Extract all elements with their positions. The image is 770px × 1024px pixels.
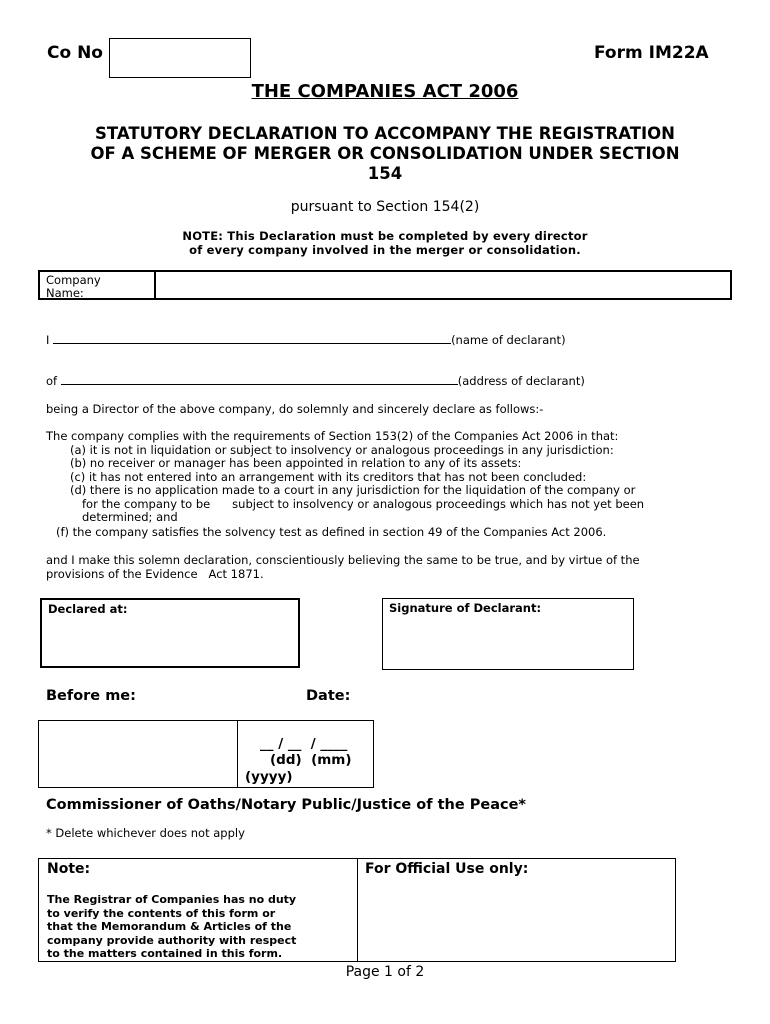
- co-no-input-box[interactable]: [109, 38, 251, 78]
- director-note: [0, 229, 770, 257]
- registrar-note-line-2: to verify the contents of this form or: [47, 906, 276, 920]
- table-divider: [237, 721, 238, 787]
- date-yyyy: (yyyy): [245, 769, 293, 785]
- complies-item-d-cont-2: determined; and: [82, 510, 178, 524]
- registrar-note-line-4: company provide authority with respect: [47, 933, 297, 947]
- official-use-table: [38, 858, 676, 962]
- registrar-note-heading: Note:: [47, 861, 91, 877]
- main-title: [40, 124, 730, 184]
- registrar-note-line-5: to the matters contained in this form.: [47, 947, 283, 960]
- complies-item-d-cont-1: for the company to be subject to insolvency or analogous proceedings which has not yet been: [82, 496, 645, 511]
- registrar-note-line-1: The Registrar of Companies has no duty: [47, 893, 297, 906]
- company-name-label: [40, 272, 156, 298]
- complies-item-f: (f) the company satisfies the solvency test as defined in section 49 of the Companies Act 2006.: [56, 525, 607, 539]
- date-blanks[interactable]: __ / __ / ____: [260, 736, 348, 752]
- page-number: Page 1 of 2: [345, 964, 425, 980]
- complies-item-a: (a) it is not in liquidation or subject to insolvency or analogous proceedings in any jurisdiction:: [70, 442, 614, 457]
- declarant-address-field[interactable]: [61, 374, 458, 385]
- declarant-address-line: [46, 374, 585, 388]
- solemn-line-1: and I make this solemn declaration, conscientiously believing the same to be true, and by virtue of the: [46, 553, 640, 567]
- date-label: Date:: [306, 688, 351, 704]
- delete-note: * Delete whichever does not apply: [46, 826, 245, 840]
- company-name-table: [38, 270, 732, 300]
- registrar-note-line-3: that the Memorandum & Articles of the: [47, 920, 292, 933]
- main-title-line-1: STATUTORY DECLARATION TO ACCOMPANY THE REGISTRATION: [95, 124, 675, 143]
- declarant-address-suffix: (address of declarant): [457, 374, 585, 388]
- declared-at-label: Declared at:: [48, 602, 128, 616]
- company-name-label-line-2: Name:: [46, 286, 84, 300]
- signature-label: Signature of Declarant:: [389, 601, 542, 615]
- official-use-label: For Official Use only:: [365, 861, 529, 877]
- before-me-label: Before me:: [46, 688, 136, 704]
- director-note-line-2: of every company involved in the merger or consolidation.: [189, 243, 581, 257]
- date-dd-mm: (dd) (mm): [270, 752, 352, 768]
- commissioner-label: Commissioner of Oaths/Notary Public/Justice of the Peace*: [46, 797, 527, 813]
- complies-intro: The company complies with the requirements of Section 153(2) of the Companies Act 2006 in that:: [46, 429, 619, 443]
- main-title-line-3: 154: [367, 164, 403, 183]
- solemn-line-2: provisions of the Evidence Act 1871.: [46, 566, 264, 581]
- complies-item-b: (b) no receiver or manager has been appointed in relation to any of its assets:: [70, 456, 522, 470]
- declarant-name-line: [46, 333, 566, 347]
- complies-item-d: (d) there is no application made to a court in any jurisdiction for the liquidation of the company or: [70, 483, 636, 497]
- witness-field[interactable]: [39, 721, 237, 787]
- act-title: THE COMPANIES ACT 2006: [251, 81, 519, 102]
- declarant-name-field[interactable]: [53, 333, 451, 344]
- complies-item-c: (c) it has not entered into an arrangement with its creditors that has not been concluded:: [70, 469, 587, 484]
- declarant-address-prefix: of: [46, 374, 58, 388]
- declarant-name-suffix: (name of declarant): [451, 333, 566, 347]
- company-name-label-line-1: Company: [46, 273, 101, 287]
- form-label: Form IM22A: [594, 43, 709, 63]
- official-table-divider: [357, 859, 358, 961]
- main-title-line-2: OF A SCHEME OF MERGER OR CONSOLIDATION UNDER SECTION: [90, 144, 680, 163]
- signature-box[interactable]: [382, 598, 634, 670]
- registrar-note-text: [47, 893, 296, 961]
- pursuant-text: pursuant to Section 154(2): [290, 199, 480, 215]
- co-no-label: Co No: [47, 43, 103, 63]
- declarant-name-prefix: I: [46, 333, 50, 347]
- director-note-line-1: NOTE: This Declaration must be completed by every director: [182, 229, 588, 243]
- company-name-field[interactable]: [158, 272, 730, 310]
- being-director-text: being a Director of the above company, do solemnly and sincerely declare as follows:-: [46, 402, 544, 416]
- declared-at-box[interactable]: [40, 598, 300, 668]
